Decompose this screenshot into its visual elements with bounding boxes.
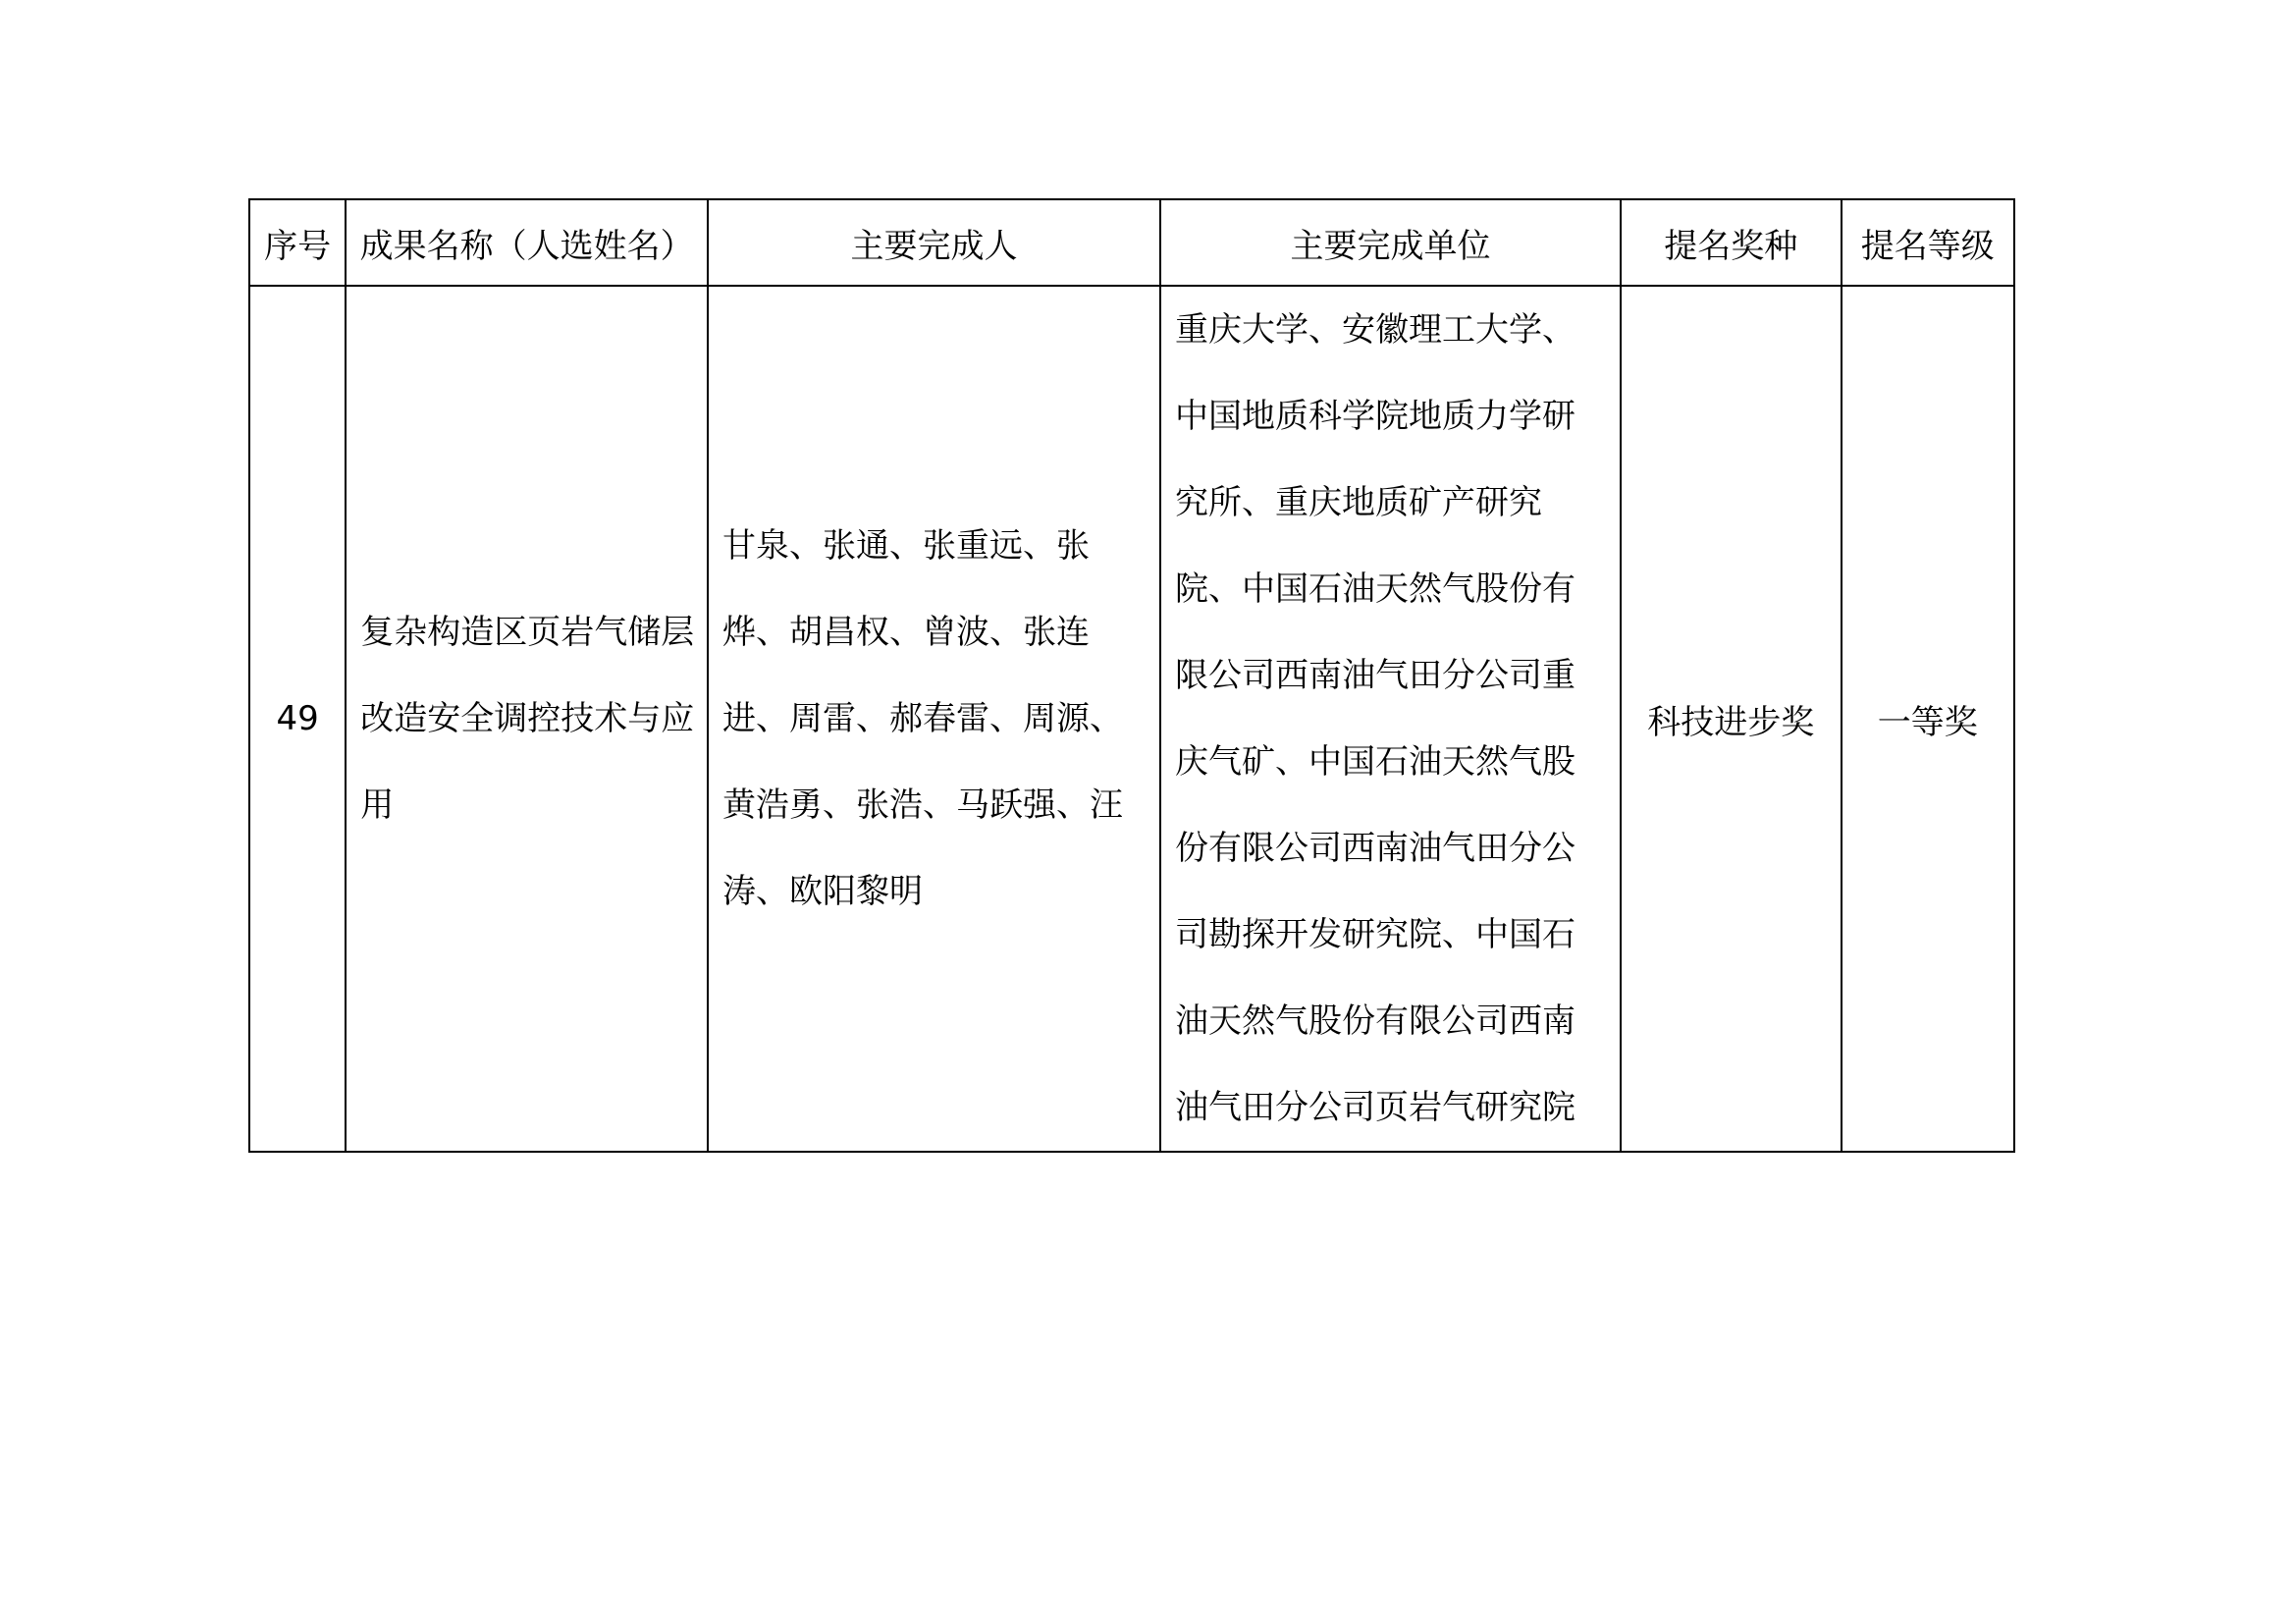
award-nomination-table xyxy=(248,198,2015,1153)
header-award-level: 提名等级 xyxy=(1842,199,2014,286)
cell-award-level: 一等奖 xyxy=(1842,286,2014,1152)
main-units: 重庆大学、安徽理工大学、中国地质科学院地质力学研究所、重庆地质矿产研究院、中国石油天然气股份有限公司西南油气田分公司重庆气矿、中国石油天然气股份有限公司西南油气田分公司勘探开发研究院、中国石油天然气股份有限公司西南油气田分公司页岩气研究院 xyxy=(1175,310,1576,1127)
cell-seq: 49 xyxy=(249,286,346,1152)
cell-award-type: 科技进步奖 xyxy=(1621,286,1841,1152)
header-people: 主要完成人 xyxy=(708,199,1160,286)
header-units: 主要完成单位 xyxy=(1160,199,1621,286)
table-body xyxy=(249,286,2014,1152)
table-row xyxy=(249,286,2014,1152)
cell-units xyxy=(1160,286,1621,1152)
header-seq: 序号 xyxy=(249,199,346,286)
cell-name xyxy=(346,286,708,1152)
cell-people xyxy=(708,286,1160,1152)
table-header xyxy=(249,199,2014,286)
header-award-type: 提名奖种 xyxy=(1621,199,1841,286)
achievement-name: 复杂构造区页岩气储层改造安全调控技术与应用 xyxy=(360,613,695,825)
header-row xyxy=(249,199,2014,286)
main-contributors: 甘泉、张通、张重远、张烨、胡昌权、曾波、张连进、周雷、郝春雷、周源、黄浩勇、张浩、马跃强、汪涛、欧阳黎明 xyxy=(722,526,1124,911)
header-name: 成果名称（人选姓名） xyxy=(346,199,708,286)
